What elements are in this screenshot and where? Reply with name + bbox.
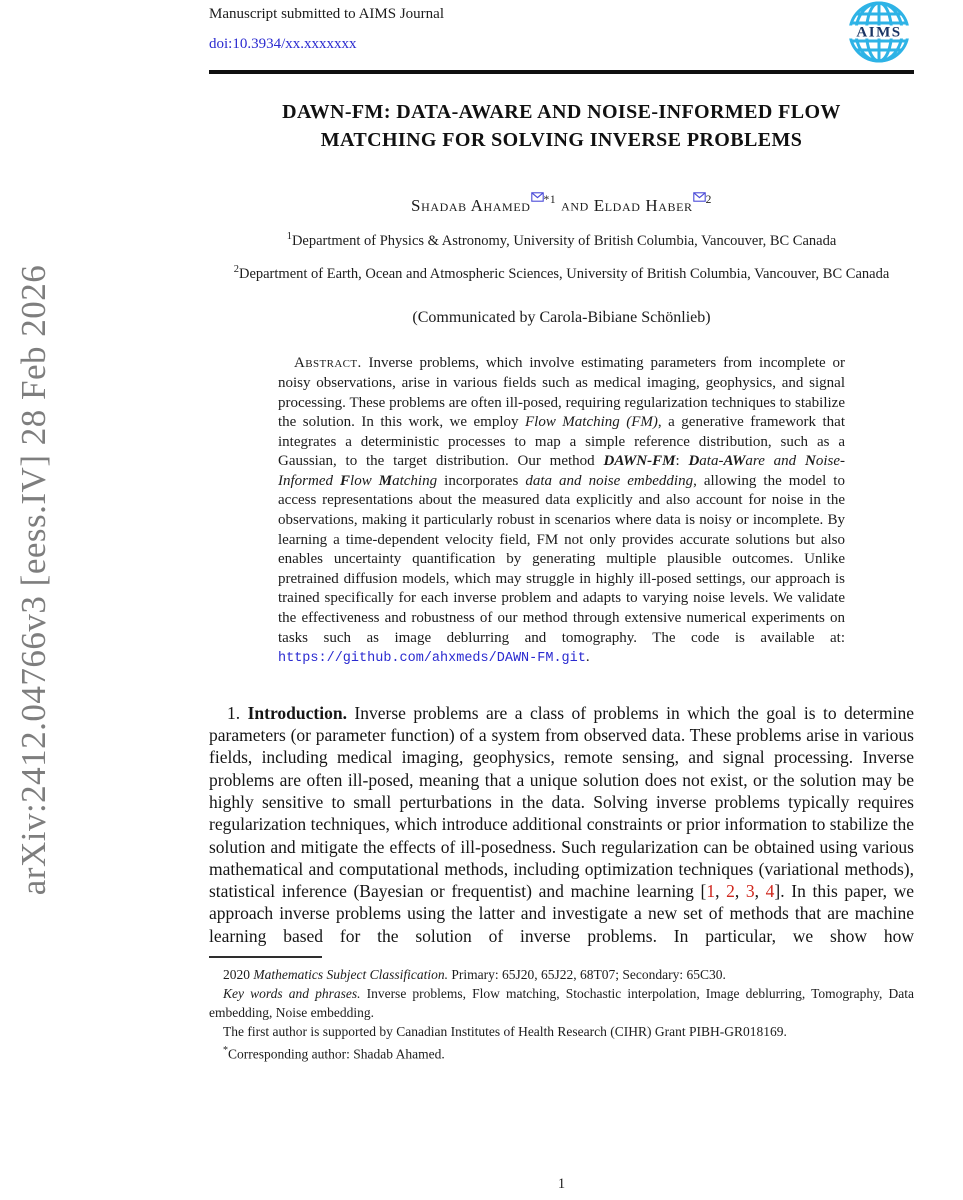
title-line-2: MATCHING FOR SOLVING INVERSE PROBLEMS bbox=[320, 129, 803, 151]
text-segment: Introduction. bbox=[247, 702, 347, 723]
citation-ref[interactable]: 2 bbox=[726, 881, 735, 902]
text-segment: low bbox=[350, 472, 379, 489]
text-segment: Inverse problems, Flow matching, Stochastic interpolation, Image deblurring, Tomography, Data embedding, Noise embedding. bbox=[209, 986, 914, 1021]
inline-link[interactable]: https://github.com/ahxmeds/DAWN-FM.git bbox=[278, 651, 586, 667]
affiliation-1 bbox=[209, 231, 914, 250]
author-2-marker: 2 bbox=[705, 194, 712, 206]
footnote-rule bbox=[209, 956, 322, 958]
text-segment: data and noise embedding bbox=[525, 472, 694, 489]
citation-ref[interactable]: 3 bbox=[745, 881, 755, 902]
text-segment: , bbox=[734, 881, 746, 902]
text-segment: ata- bbox=[699, 453, 724, 470]
paper-content bbox=[209, 0, 915, 1192]
page-header bbox=[209, 0, 914, 74]
communicated-line: (Communicated by Carola-Bibiane Schönlieb) bbox=[412, 309, 711, 327]
text-segment: F bbox=[340, 472, 351, 489]
text-segment: Primary: 65J20, 65J22, 68T07; Secondary: 65C30. bbox=[447, 967, 726, 983]
text-segment: DAWN-FM bbox=[603, 453, 676, 470]
header-rule bbox=[209, 70, 914, 74]
text-segment: 2020 bbox=[223, 967, 254, 983]
text-segment: Flow Matching (FM) bbox=[524, 414, 658, 431]
text-segment: Inverse problems are a class of problems in which the goal is to determine parameters (or parameter function) of a system from observed data. These problems arise in various fields, including medical imaging, geophysics, remote sensing, and signal processing. Inverse problems are often ill-posed, meaning that a unique solution does not exist, or the solution may be highly sensitive to small perturbations in the data. Solving inverse problems typically requires regularization techniques, which introduce additional constraints or prior information to stabilize the solution and mitigate the effects of ill-posedness. Such regularization can be obtained using various mathematical and computational methods, including optimization techniques (variational methods), statistical inference (Bayesian or frequentist) and machine learning bbox=[209, 702, 915, 902]
author-1 bbox=[411, 196, 556, 215]
author-1-name: Shadab Ahamed bbox=[411, 195, 531, 215]
affiliation-2-text: Department of Earth, Ocean and Atmospheric Sciences, University of British Columbia, Vancouver, BC Canada bbox=[238, 266, 890, 283]
text-segment: D bbox=[688, 453, 700, 470]
author-2 bbox=[594, 196, 712, 215]
text-segment: The first author is supported by Canadian Institutes of Health Research (CIHR) Grant PIBH-GR018169. bbox=[223, 1024, 787, 1040]
globe-icon bbox=[846, 0, 912, 64]
text-segment: Inverse problems, which involve estimating parameters from incomplete or noisy observations, arise in various fields such as medical imaging, geophysics, and signal processing. These problems are often ill-posed, requiring regularization techniques to stabilize the solution. In this work, we employ bbox=[278, 355, 845, 431]
text-segment: [ bbox=[700, 881, 707, 902]
affiliation-1-text: Department of Physics & Astronomy, University of British Columbia, Vancouver, BC Canada bbox=[291, 232, 837, 249]
title-line-1: DAWN-FM: DATA-AWARE AND NOISE-INFORMED FLOW bbox=[282, 101, 841, 123]
footnote-funding bbox=[209, 1022, 914, 1041]
citation-ref[interactable]: 4 bbox=[765, 881, 775, 902]
introduction-paragraph bbox=[209, 702, 914, 947]
logo-text: AIMS bbox=[856, 24, 902, 41]
text-segment: atching bbox=[392, 472, 438, 489]
text-segment: N bbox=[804, 453, 816, 470]
affiliation-2 bbox=[137, 264, 963, 283]
citation-ref[interactable]: 1 bbox=[706, 881, 716, 902]
text-segment: , bbox=[715, 881, 727, 902]
text-segment: 1. bbox=[227, 702, 248, 723]
aims-logo bbox=[846, 0, 912, 64]
text-segment: , allowing the model to access representations about the measured data explicitly and also account for noise in the observations, making it particularly robust in scenarios where data is noisy or incomplete. By learning a time-dependent velocity field, FM not only provides accurate solutions but also enables uncertainty quantification by generating multiple plausible outcomes. Unlike pretrained diffusion models, which may struggle in highly ill-posed settings, our approach is trained specifically for each inverse problem and adapts to varying noise levels. We validate the effectiveness and robustness of our method through extensive numerical experiments on tasks such as image deblurring and tomography. The code is available at: bbox=[278, 472, 845, 646]
author-1-marker: *1 bbox=[543, 194, 557, 206]
abstract bbox=[278, 354, 845, 669]
text-segment: Corresponding author: Shadab Ahamed. bbox=[228, 1046, 445, 1062]
footnote-marker: * bbox=[223, 1045, 228, 1057]
authors-separator: and bbox=[561, 195, 589, 215]
email-icon[interactable] bbox=[693, 193, 706, 205]
doi-link[interactable]: doi:10.3934/xx.xxxxxxx bbox=[209, 36, 357, 52]
journal-note: Manuscript submitted to AIMS Journal bbox=[209, 6, 444, 22]
paper-title bbox=[209, 98, 914, 154]
text-segment: are and bbox=[745, 453, 805, 470]
text-segment: . In this paper, we approach inverse problems using the latter and investigate a new set of methods that are machine learning based for the solution of inverse problems. In particular, we show how bbox=[209, 881, 915, 946]
email-icon[interactable] bbox=[531, 193, 544, 205]
author-2-name: Eldad Haber bbox=[593, 195, 693, 215]
text-segment: , a generative framework that integrates a deterministic processes to map a simple reference distribution, such as a Gaussian, to the target distribution. Our method bbox=[278, 414, 845, 470]
text-segment: ] bbox=[774, 881, 781, 902]
text-segment: M bbox=[378, 472, 393, 489]
authors-line bbox=[209, 194, 914, 216]
text-segment: Mathematics Subject Classification. bbox=[253, 967, 448, 983]
footnote-msc bbox=[209, 965, 914, 984]
footnote-keywords bbox=[209, 984, 914, 1022]
text-segment: Key words and phrases. bbox=[223, 986, 361, 1002]
footnote-corresponding bbox=[209, 1041, 914, 1064]
footnotes bbox=[209, 965, 914, 1064]
text-segment: , bbox=[754, 881, 766, 902]
affiliation-2-sup: 2 bbox=[233, 264, 239, 276]
text-segment: AW bbox=[723, 453, 746, 470]
affiliation-1-sup: 1 bbox=[286, 230, 292, 242]
arxiv-watermark: arXiv:2412.04766v3 [eess.IV] 28 Feb 2026 bbox=[14, 264, 53, 896]
text-segment: . bbox=[585, 649, 590, 666]
text-segment: oise-Informed bbox=[278, 453, 845, 489]
text-segment: incorporates bbox=[437, 472, 526, 489]
text-segment: Abstract. bbox=[294, 355, 362, 372]
page-number: 1 bbox=[557, 1176, 566, 1192]
text-segment: : bbox=[675, 453, 689, 470]
